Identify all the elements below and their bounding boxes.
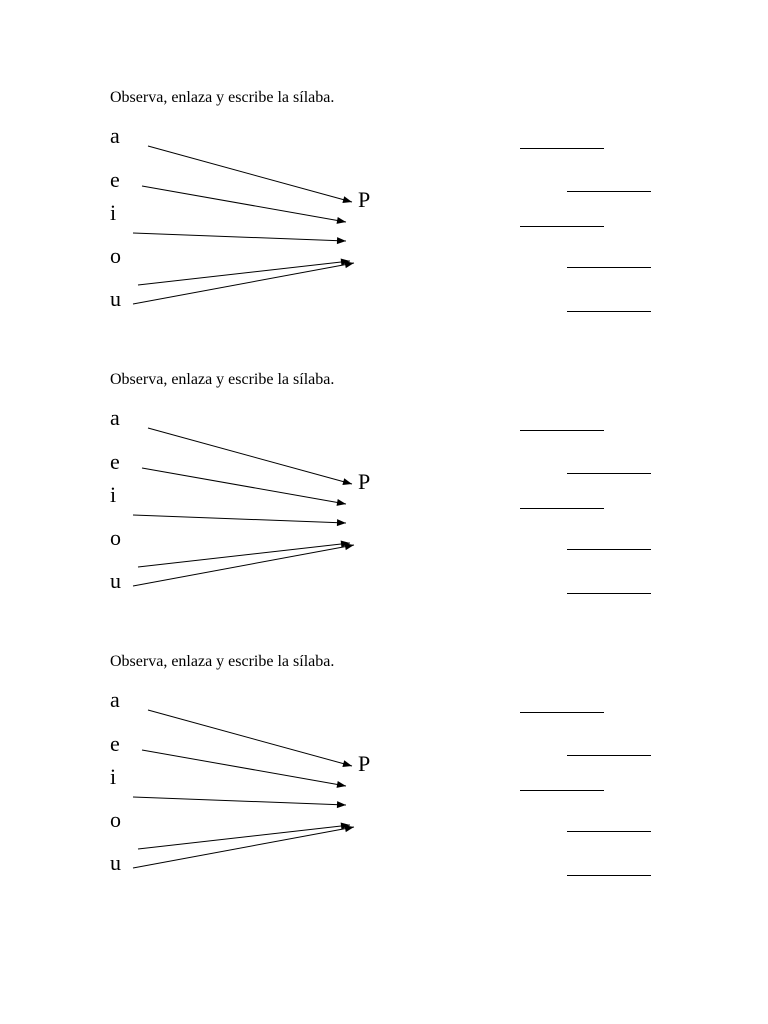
vowel-e: e bbox=[110, 167, 120, 192]
vowel-i: i bbox=[110, 200, 117, 225]
vowel-u: u bbox=[110, 286, 121, 311]
arrow-o bbox=[138, 259, 350, 285]
answer-blank-4[interactable] bbox=[567, 831, 651, 832]
arrow-a bbox=[148, 146, 352, 203]
vowel-a: a bbox=[110, 687, 120, 712]
answer-blank-1[interactable] bbox=[520, 430, 604, 431]
arrow-u bbox=[133, 543, 354, 586]
target-letter: P bbox=[358, 751, 371, 776]
vowel-e: e bbox=[110, 731, 120, 756]
arrow-o bbox=[138, 823, 350, 849]
vowel-i: i bbox=[110, 764, 117, 789]
vowel-o: o bbox=[110, 243, 121, 268]
target-letter: P bbox=[358, 187, 371, 212]
instruction-text: Observa, enlaza y escribe la sílaba. bbox=[110, 371, 335, 388]
answer-blank-3[interactable] bbox=[520, 226, 604, 227]
exercise-1 bbox=[0, 88, 768, 370]
vowel-o: o bbox=[110, 525, 121, 550]
answer-blank-1[interactable] bbox=[520, 148, 604, 149]
answer-blank-4[interactable] bbox=[567, 267, 651, 268]
vowel-u: u bbox=[110, 850, 121, 875]
answer-blank-3[interactable] bbox=[520, 790, 604, 791]
arrow-i bbox=[133, 233, 346, 244]
arrow-a bbox=[148, 710, 352, 767]
vowel-o: o bbox=[110, 807, 121, 832]
answer-blank-3[interactable] bbox=[520, 508, 604, 509]
answer-blank-2[interactable] bbox=[567, 755, 651, 756]
instruction-text: Observa, enlaza y escribe la sílaba. bbox=[110, 653, 335, 670]
answer-blank-5[interactable] bbox=[567, 593, 651, 594]
vowel-e: e bbox=[110, 449, 120, 474]
vowel-a: a bbox=[110, 405, 120, 430]
vowel-i: i bbox=[110, 482, 117, 507]
answer-blank-4[interactable] bbox=[567, 549, 651, 550]
exercise-3 bbox=[0, 652, 768, 934]
arrow-o bbox=[138, 541, 350, 567]
vowel-a: a bbox=[110, 123, 120, 148]
arrow-group bbox=[0, 88, 768, 370]
arrow-a bbox=[148, 428, 352, 485]
answer-blank-5[interactable] bbox=[567, 311, 651, 312]
arrow-u bbox=[133, 261, 354, 304]
vowel-u: u bbox=[110, 568, 121, 593]
instruction-text: Observa, enlaza y escribe la sílaba. bbox=[110, 89, 335, 106]
arrow-i bbox=[133, 797, 346, 808]
arrow-i bbox=[133, 515, 346, 526]
arrow-group bbox=[0, 652, 768, 934]
exercise-2 bbox=[0, 370, 768, 652]
answer-blank-2[interactable] bbox=[567, 191, 651, 192]
target-letter: P bbox=[358, 469, 371, 494]
arrow-group bbox=[0, 370, 768, 652]
answer-blank-5[interactable] bbox=[567, 875, 651, 876]
answer-blank-1[interactable] bbox=[520, 712, 604, 713]
arrow-u bbox=[133, 825, 354, 868]
answer-blank-2[interactable] bbox=[567, 473, 651, 474]
